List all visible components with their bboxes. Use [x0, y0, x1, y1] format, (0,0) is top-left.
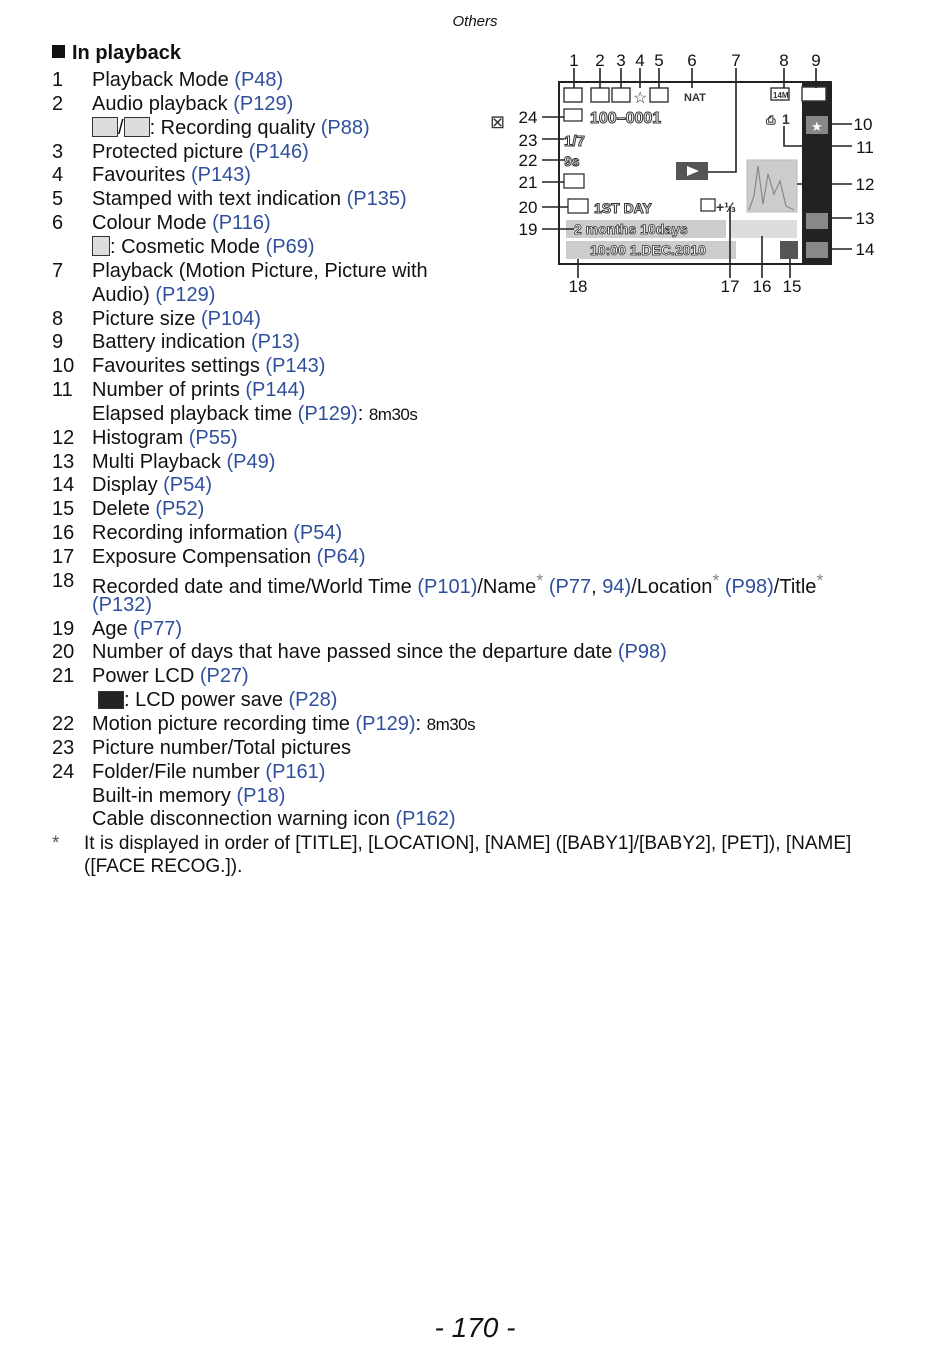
item-text: Audio playback (P129) — [92, 92, 294, 115]
item-text: Age (P77) — [92, 617, 183, 640]
diagram-callout-number: 9 — [811, 51, 821, 70]
eco-lcd-icon — [98, 691, 124, 709]
item-text: Playback (Motion Picture, Picture with — [92, 259, 428, 282]
diagram-callout-number: 2 — [595, 51, 605, 70]
datetime-text: 10:00 1.DEC.2010 — [590, 242, 706, 258]
diagram-callout-number: 7 — [731, 51, 741, 70]
item-number: 9 — [52, 331, 64, 354]
diagram-left-numbers — [519, 108, 538, 239]
page-reference[interactable]: (P116) — [212, 212, 271, 235]
item-text: Favourites (P143) — [92, 164, 251, 187]
diagram-callout-number: 5 — [654, 51, 664, 70]
diagram-callout-number: 21 — [518, 173, 538, 192]
vga-quality-icon — [92, 117, 118, 137]
diagram-callout-number: 12 — [855, 175, 874, 194]
item-text: Built-in memory (P18) — [92, 784, 286, 807]
item-text: Favourites settings (P143) — [92, 355, 326, 378]
page-reference[interactable]: (P28) — [288, 689, 338, 712]
page-reference[interactable]: (P104) — [200, 307, 261, 330]
page-reference[interactable]: (P146) — [248, 140, 309, 163]
diagram-callout-number: 16 — [752, 277, 772, 296]
item-text: Battery indication (P13) — [92, 331, 300, 354]
item-number: 6 — [52, 212, 64, 235]
page-reference[interactable]: (P49) — [226, 450, 276, 473]
favourite-star-icon: ☆ — [633, 90, 648, 107]
colour-mode-label: NAT — [684, 92, 706, 104]
page-reference[interactable]: (P55) — [188, 426, 238, 449]
item-number: 21 — [52, 665, 75, 688]
diagram-callout-number: 18 — [568, 277, 588, 296]
item-number: 20 — [52, 641, 75, 664]
page-reference[interactable]: (P101) — [417, 575, 478, 598]
item-text: Cable disconnection warning icon (P162) — [92, 808, 456, 831]
multi-playback-icon — [806, 213, 828, 229]
folder-file-number: 100–0001 — [590, 110, 662, 127]
diagram-callout-number: 17 — [720, 277, 740, 296]
item-text: Number of prints (P144) — [92, 379, 306, 402]
prints-icon: ⎙ — [766, 113, 776, 127]
item-text: Protected picture (P146) — [92, 140, 309, 163]
qvga-quality-icon — [124, 117, 150, 137]
elapsed-time-value: 8m30s — [426, 714, 476, 734]
diagram-callout-number: 19 — [518, 220, 538, 239]
item-number: 3 — [52, 140, 64, 163]
prints-count: 1 — [782, 111, 790, 127]
item-text: Recorded date and time/World Time (P101)/Name* (P77, 94)/Location* (P98)/Title* — [92, 570, 824, 598]
item-number: 22 — [52, 712, 75, 735]
item-number: 11 — [52, 379, 73, 402]
diagram-callout-number: 20 — [518, 198, 538, 217]
item-number: 8 — [52, 307, 64, 330]
diagram-callout-number: 13 — [855, 209, 874, 228]
item-text: : LCD power save (P28) — [98, 689, 337, 712]
page-reference[interactable]: (P13) — [250, 331, 300, 354]
page-reference[interactable]: (P64) — [316, 546, 366, 568]
item-text: Picture size (P104) — [92, 307, 261, 330]
page-reference[interactable]: (P129) — [155, 283, 216, 306]
page-reference[interactable]: (P161) — [265, 760, 326, 783]
item-text: Exposure Compensation (P64) — [92, 546, 366, 568]
page-reference[interactable]: (P18) — [236, 784, 286, 807]
diagram-callout-number: 6 — [687, 51, 697, 70]
item-number: 12 — [52, 426, 75, 449]
page-reference[interactable]: (P129) — [233, 92, 294, 115]
page-reference[interactable]: (P48) — [234, 69, 284, 91]
item-number: 19 — [52, 617, 75, 640]
page-reference[interactable]: (P88) — [320, 116, 370, 139]
picture-count: 1/7 — [564, 133, 585, 150]
page-reference[interactable]: (P98) — [617, 641, 667, 664]
trip-day: 1ST DAY — [594, 200, 652, 216]
page-reference[interactable]: (P162) — [395, 808, 456, 831]
page-reference[interactable]: (P135) — [346, 188, 407, 211]
item-text: Picture number/Total pictures — [92, 736, 352, 759]
item-number: 24 — [52, 760, 75, 783]
diagram-right-numbers — [854, 115, 874, 259]
item-number: 15 — [52, 498, 75, 521]
picture-size-label: 14M — [773, 91, 789, 100]
item-number: 13 — [52, 450, 75, 473]
diagram-callout-number: 1 — [569, 51, 579, 70]
item-number: 17 — [52, 546, 75, 568]
page-reference[interactable]: (P129) — [297, 402, 358, 425]
item-number: 1 — [52, 69, 64, 91]
item-number: 10 — [52, 355, 75, 378]
footnote-text: It is displayed in order of [TITLE], [LOCATION], [NAME] ([BABY1]/[BABY2], [PET]), [NAME] ([FACE RECOG.]). — [84, 833, 852, 877]
item-number: 18 — [52, 569, 75, 592]
page-number: - 170 - — [434, 1312, 516, 1343]
item-number: 5 — [52, 188, 64, 211]
item-text: Multi Playback (P49) — [92, 450, 276, 473]
item-number: 7 — [52, 259, 64, 282]
item-number: 16 — [52, 522, 75, 545]
page-reference[interactable]: (P77) — [133, 617, 183, 640]
item-text: Display (P54) — [92, 474, 213, 497]
item-text: Power LCD (P27) — [92, 665, 249, 688]
side-panel — [802, 82, 831, 264]
page-reference[interactable]: (P27) — [199, 665, 249, 688]
item-number: 4 — [52, 164, 64, 187]
page-reference[interactable]: (P144) — [245, 379, 306, 402]
item-text: Recording information (P54) — [92, 522, 343, 545]
item-text: / : Recording quality (P88) — [92, 117, 370, 140]
elapsed-time-value: 8m30s — [368, 404, 418, 424]
diagram-callout-number: 3 — [616, 51, 626, 70]
item-text: Delete (P52) — [92, 498, 205, 521]
age-text: 2 months 10days — [574, 221, 688, 237]
display-icon — [806, 242, 828, 258]
page-reference[interactable]: (P52) — [155, 498, 205, 521]
recording-time: 9s — [564, 153, 580, 169]
exposure-value: +⅓ — [716, 199, 736, 215]
diagram-callout-number: 15 — [782, 277, 802, 296]
playback-screen-diagram — [484, 46, 874, 306]
asterisk-symbol: * — [52, 833, 60, 854]
diagram-callout-number: 22 — [518, 151, 538, 170]
cable-warning-icon: ⊠ — [490, 112, 506, 132]
item-text: Playback Mode (P48) — [92, 69, 284, 91]
square-bullet-icon — [52, 45, 65, 58]
delete-icon — [780, 241, 798, 259]
diagram-top-numbers — [569, 51, 820, 70]
cosmetic-mode-icon — [92, 236, 110, 256]
page-reference[interactable]: (P143) — [190, 164, 251, 187]
page-reference[interactable]: (P69) — [265, 235, 315, 258]
item-text: Histogram (P55) — [92, 426, 238, 449]
item-number: 14 — [52, 474, 75, 497]
page-reference[interactable]: (P132) — [92, 593, 153, 616]
item-text: Stamped with text indication (P135) — [92, 188, 407, 211]
diagram-callout-number: 8 — [779, 51, 789, 70]
item-number: 23 — [52, 736, 75, 759]
page-reference[interactable]: (P54) — [163, 474, 213, 497]
diagram-callout-number: 11 — [856, 138, 874, 157]
diagram-callout-number: 24 — [518, 108, 538, 127]
item-text: Number of days that have passed since the departure date (P98) — [92, 641, 667, 664]
favourites-settings-icon: ★ — [811, 119, 823, 134]
section-title: In playback — [52, 42, 181, 65]
page-header: Others — [452, 13, 498, 30]
diagram-callout-number: 23 — [518, 131, 538, 150]
diagram-callout-number: 4 — [635, 51, 645, 70]
page-reference[interactable]: (P54) — [293, 522, 343, 545]
item-number: 2 — [52, 92, 64, 115]
item-text: Colour Mode (P116) — [92, 212, 271, 235]
item-text: Audio) (P129) — [92, 283, 216, 306]
item-text: Elapsed playback time (P129): 8m30s — [92, 402, 418, 425]
item-text: : Cosmetic Mode (P69) — [92, 236, 315, 259]
page-reference[interactable]: (P129) — [355, 712, 416, 735]
page-reference[interactable]: (P143) — [265, 355, 326, 378]
item-text: Folder/File number (P161) — [92, 760, 326, 783]
item-text — [92, 594, 152, 617]
item-text: Motion picture recording time (P129): 8m30s — [92, 712, 476, 735]
diagram-callout-number: 10 — [853, 115, 873, 134]
diagram-bottom-numbers — [569, 277, 802, 296]
diagram-callout-number: 14 — [855, 240, 874, 259]
